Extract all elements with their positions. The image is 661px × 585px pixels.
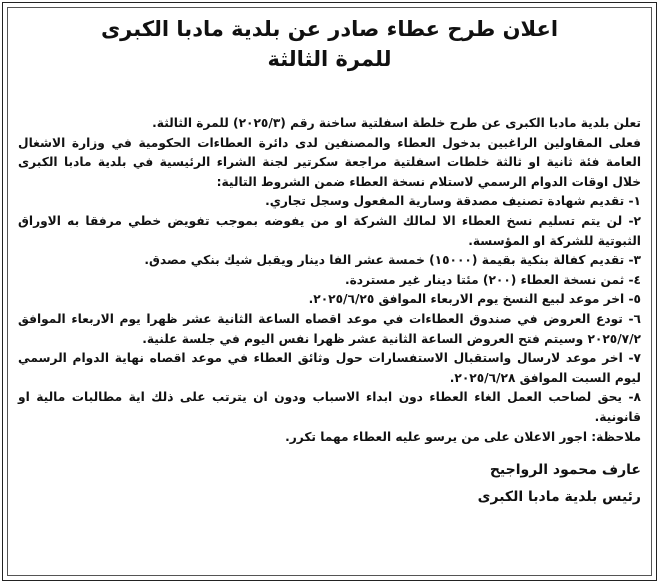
condition-2: ٢- لن يتم تسليم نسخ العطاء الا لمالك الشركة او من يفوضه بموجب تفويض خطي مرفقا به الاوراق الثبوتية للشركة او المؤسسة.: [18, 213, 641, 248]
signature-block: [18, 457, 641, 511]
condition-6: ٦- تودع العروض في صندوق العطاءات في موعد اقصاه الساعة الثانية عشر ظهرا يوم الاربعاء الموافق ٢٠٢٥/٧/٢ وسيتم فتح العروض الساعة الثانية عشر ظهرا نفس اليوم في جلسة علنية.: [18, 311, 641, 346]
intro-paragraph-2: فعلى المقاولين الراغبين بدخول العطاء والمصنفين لدى دائرة العطاءات الحكومية في وزارة الاشغال العامة فئة ثانية او ثالثة خلطات اسفلتية مراجعة سكرتير لجنة الشراء الرئيسية في بلدية مادبا الكبرى خلال اوقات الدوام الرسمي لاستلام نسخة العطاء ضمن الشروط التالية:: [18, 135, 641, 189]
ad-outer-border: [2, 2, 657, 581]
condition-8: ٨- يحق لصاحب العمل الغاء العطاء دون ابداء الاسباب ودون ان يترتب على ذلك اية مطالبات مالية او قانونية.: [18, 390, 641, 424]
ad-title: اعلان طرح عطاء صادر عن بلدية مادبا الكبرى: [100, 17, 559, 41]
signatory-position: رئيس بلدية مادبا الكبرى: [477, 489, 641, 506]
ad-subtitle: للمرة الثالثة: [267, 47, 392, 71]
intro-paragraph-1: تعلن بلدية مادبا الكبرى عن طرح خلطة اسفلتية ساخنة رقم (٢٠٢٥/٣) للمرة الثالثة.: [152, 116, 641, 130]
ad-inner-border: [7, 7, 652, 576]
condition-7: ٧- اخر موعد لارسال واستقبال الاستفسارات حول وثائق العطاء في موعد اقصاه نهاية الدوام الرسمي ليوم السبت الموافق ٢٠٢٥/٦/٢٨.: [18, 351, 641, 385]
note-line: ملاحظة: اجور الاعلان على من يرسو عليه العطاء مهما تكرر.: [285, 429, 641, 444]
signatory-name: عارف محمود الرواجيح: [489, 462, 641, 479]
condition-5: ٥- اخر موعد لبيع النسخ يوم الاربعاء الموافق ٢٠٢٥/٦/٢٥.: [308, 292, 641, 307]
condition-1: ١- تقديم شهادة تصنيف مصدقة وسارية المفعول وسجل تجاري.: [265, 194, 641, 209]
condition-3: ٣- تقديم كفالة بنكية بقيمة (١٥٠٠٠) خمسة عشر الفا دينار ويقبل شيك بنكي مصدق.: [144, 253, 641, 268]
condition-4: ٤- ثمن نسخة العطاء (٢٠٠) مئتا دينار غير مستردة.: [344, 272, 641, 287]
ad-body: [18, 114, 641, 447]
